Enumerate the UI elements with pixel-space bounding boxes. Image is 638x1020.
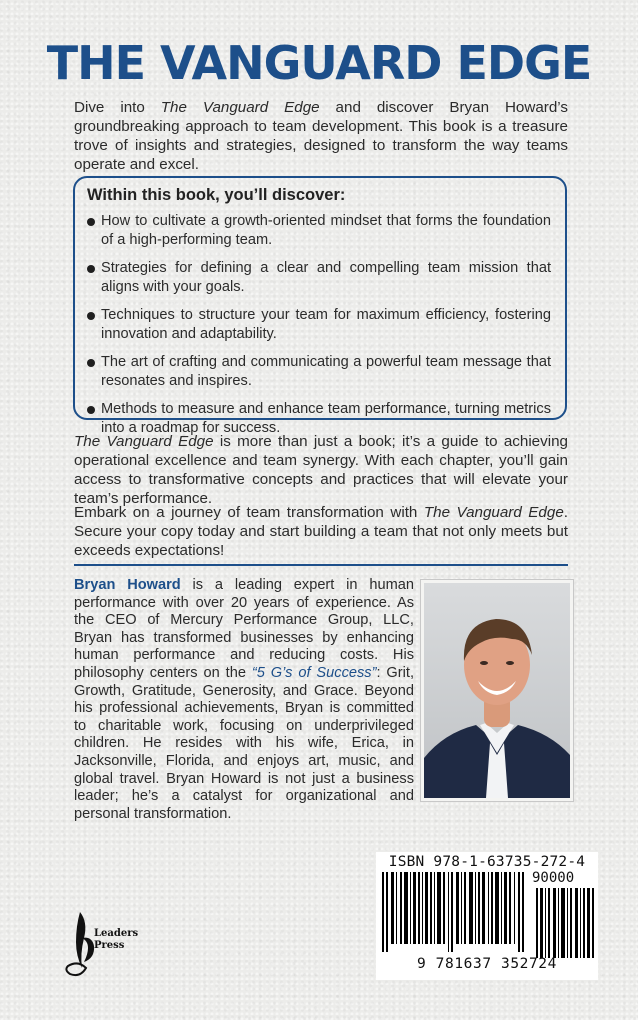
discover-item-text: How to cultivate a growth-oriented mindset that forms the foundation of a high-performing team.	[101, 213, 551, 248]
discover-item	[87, 212, 551, 250]
bullet-icon	[87, 406, 95, 414]
bio-text-2: : Grit, Growth, Gratitude, Generosity, and Grace. Beyond his professional achievements, Bryan is committed to charitable work, focusing on underprivileged children. He resides with his wife, Erica, in Jacksonville, Florida, and enjoys art, music, and global travel. Bryan Howard is not just a business leader; he’s a catalyst for organizational and personal transformation.	[74, 664, 414, 822]
author-portrait-icon	[424, 583, 570, 798]
addon-barcode-icon	[536, 888, 594, 958]
isbn-label: ISBN 978-1-63735-272-4	[388, 854, 586, 870]
bio-quote: “5 G’s of Success”	[251, 664, 377, 681]
intro-post: and discover Bryan Howard’s groundbreaking approach to team development. This book is a treasure trove of insights and strategies, designed to transform the way teams operate and excel.	[74, 99, 568, 173]
intro-book-title: The Vanguard Edge	[160, 99, 320, 116]
bullet-icon	[87, 312, 95, 320]
intro-pre: Dive into	[74, 99, 161, 116]
discover-item-text: Techniques to structure your team for maximum efficiency, fostering innovation and adaptability.	[101, 307, 551, 342]
call-to-action-paragraph	[74, 503, 568, 560]
ean-barcode-icon	[382, 872, 526, 952]
author-photo	[421, 580, 573, 801]
ean-number: 9 781637 352724	[417, 956, 557, 972]
discover-list	[87, 212, 551, 438]
publisher-line1: Leaders	[94, 928, 139, 939]
bullet-icon	[87, 359, 95, 367]
summary-text: is more than just a book; it’s a guide to achieving operational excellence and team synergy. With each chapter, you’ll gain access to transformative concepts and practices that will elevate your team’s performance.	[74, 433, 568, 507]
summary-book-title: The Vanguard Edge	[74, 433, 214, 450]
author-name: Bryan Howard	[74, 577, 181, 593]
summary-paragraph	[74, 432, 568, 508]
cta-post: . Secure your copy today and start building a team that not only meets but exceeds expectations!	[74, 504, 569, 559]
discover-item	[87, 306, 551, 344]
bullet-icon	[87, 265, 95, 273]
price-code: 90000	[532, 870, 575, 886]
discover-heading: Within this book, you’ll discover:	[87, 186, 346, 204]
discover-item	[87, 353, 551, 391]
book-title: THE VANGUARD EDGE	[46, 36, 592, 90]
cta-pre: Embark on a journey of team transformation with	[74, 504, 424, 521]
discover-item	[87, 259, 551, 297]
discover-box	[73, 176, 567, 436]
bio-text-1: is a leading expert in human performance with over 20 years of experience. As the CEO of Mercury Performance Group, LLC, Bryan has transformed businesses by enhancing human performance and reducing costs. His philosophy centers on the	[74, 577, 414, 681]
discover-item-text: Methods to measure and enhance team performance, turning metrics into a roadmap for success.	[101, 401, 551, 436]
bullet-icon	[87, 218, 95, 226]
cta-book-title: The Vanguard Edge	[423, 504, 564, 521]
section-divider	[74, 564, 568, 566]
barcode-box	[376, 852, 598, 980]
publisher-line2: Press	[94, 940, 125, 951]
author-bio	[74, 577, 414, 823]
publisher-name	[94, 928, 138, 952]
discover-item-text: The art of crafting and communicating a powerful team message that resonates and inspires.	[101, 354, 551, 389]
intro-paragraph	[74, 98, 568, 174]
discover-item-text: Strategies for defining a clear and compelling team mission that aligns with your goals.	[101, 260, 551, 295]
